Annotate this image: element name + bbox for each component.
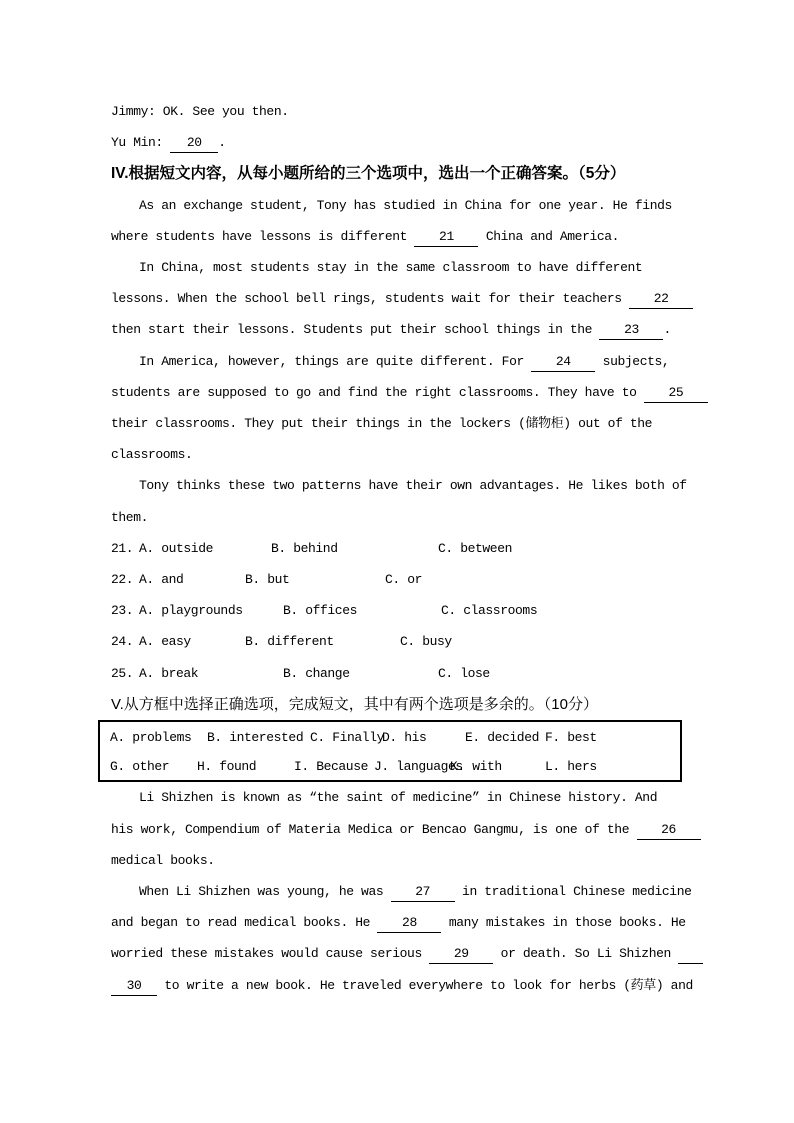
blank-28: 28 (377, 913, 441, 933)
text-run: . (218, 135, 226, 151)
section-v-passage (111, 782, 731, 1000)
blank-23: 23 (599, 320, 663, 340)
question-number: 25. (111, 665, 134, 681)
section-iv-heading: IV.根据短文内容，从每小题所给的三个选项中，选出一个正确答案。（5分） (111, 165, 626, 183)
option-cell: B. behind (271, 540, 338, 556)
text-run: Jimmy: OK. See you then. (111, 104, 289, 119)
word-bank-item: E. decided (465, 730, 540, 746)
word-bank-item: D. his (382, 730, 427, 746)
word-bank-item: B. interested (207, 730, 304, 746)
passage-line (111, 502, 731, 533)
passage-line (111, 938, 731, 969)
question-row-25 (111, 658, 731, 689)
word-bank-item: I. Because (294, 759, 369, 775)
word-bank-item: L. hers (545, 759, 597, 775)
passage-line (111, 346, 731, 377)
word-bank-item: C. Finally (310, 730, 385, 746)
passage-line (111, 408, 731, 439)
text-run: and began to read medical books. He (111, 915, 378, 931)
text-run: where students have lessons is different (111, 228, 415, 244)
blank-30: 30 (111, 976, 157, 996)
text-run: In China, most students stay in the same classroom to have different (139, 260, 643, 276)
passage-line (111, 439, 731, 470)
text-run: . (663, 322, 671, 338)
passage-line (111, 190, 731, 221)
question-number: 24. (111, 634, 134, 650)
question-number: 21. (111, 540, 134, 556)
question-row-22 (111, 564, 731, 595)
text-run: classrooms. (111, 447, 193, 463)
question-row-24 (111, 626, 731, 657)
passage-line (111, 314, 731, 345)
blank-22: 22 (629, 289, 693, 309)
text-run: Li Shizhen is known as “the saint of medicine” in Chinese history. And (139, 790, 658, 806)
blank-29: 29 (429, 944, 493, 964)
passage-line (111, 221, 731, 252)
text-run: medical books. (111, 852, 215, 868)
text-run: Yu Min: (111, 135, 171, 151)
text-run: his work, Compendium of Materia Medica or Bencao Gangmu, is one of the (111, 821, 637, 837)
passage-line (111, 845, 731, 876)
option-cell: A. break (139, 665, 199, 681)
passage-line (111, 283, 731, 314)
option-cell: C. classrooms (441, 603, 538, 619)
text-run: them. (111, 509, 149, 525)
blank-empty (678, 944, 703, 964)
word-bank-item: J. languages (374, 759, 463, 775)
passage-line (111, 377, 731, 408)
page-content (111, 96, 731, 1001)
word-bank-item: F. best (545, 730, 597, 746)
blank-26: 26 (637, 820, 701, 840)
text-run: In America, however, things are quite different. For (139, 353, 532, 369)
text-run: worried these mistakes would cause serious (111, 946, 430, 962)
text-run: lessons. When the school bell rings, students wait for their teachers (111, 291, 630, 307)
option-cell: C. between (438, 540, 513, 556)
word-bank-item: K. with (450, 759, 502, 775)
passage-line (111, 907, 731, 938)
text-run: in traditional Chinese medicine (454, 884, 692, 900)
passage-line (111, 814, 731, 845)
text-run: their classrooms. They put their things in the lockers (储物柜) out of the (111, 416, 653, 432)
word-bank-row (110, 752, 680, 781)
section-v-heading: V.从方框中选择正确选项，完成短文，其中有两个选项是多余的。（10分） (111, 695, 598, 713)
option-cell: B. but (245, 572, 290, 588)
blank-20: 20 (170, 133, 218, 153)
text-run: or death. So Li Shizhen (493, 946, 679, 962)
word-bank-item: A. problems (110, 730, 192, 746)
text-run: to write a new book. He traveled everywhere to look for herbs (药草) and (157, 977, 693, 993)
dialogue-block (111, 96, 731, 158)
word-bank-item: G. other (110, 759, 170, 775)
passage-line (111, 96, 731, 127)
passage-line (111, 470, 731, 501)
blank-27: 27 (391, 882, 455, 902)
question-number: 23. (111, 603, 134, 619)
option-cell: C. busy (400, 634, 452, 650)
word-bank-item: H. found (197, 759, 257, 775)
option-cell: A. outside (139, 540, 214, 556)
option-cell: B. offices (283, 603, 358, 619)
question-row-23 (111, 595, 731, 626)
passage-line (111, 876, 731, 907)
question-number: 22. (111, 572, 134, 588)
text-run: students are supposed to go and find the right classrooms. They have to (111, 384, 644, 400)
option-cell: A. easy (139, 634, 191, 650)
passage-line (111, 252, 731, 283)
text-run: subjects, (595, 353, 670, 369)
option-cell: C. or (385, 572, 423, 588)
passage-line (111, 782, 731, 813)
option-cell: A. and (139, 572, 184, 588)
blank-25: 25 (644, 383, 708, 403)
blank-21: 21 (414, 227, 478, 247)
option-cell: B. change (283, 665, 350, 681)
section-iv-questions (111, 533, 731, 689)
blank-24: 24 (531, 352, 595, 372)
text-run: China and America. (478, 228, 620, 244)
passage-line (111, 970, 731, 1001)
word-bank-box (98, 720, 682, 782)
text-run: many mistakes in those books. He (441, 915, 686, 931)
option-cell: C. lose (438, 665, 490, 681)
text-run: As an exchange student, Tony has studied in China for one year. He finds (139, 197, 672, 213)
passage-line (111, 127, 731, 158)
option-cell: A. playgrounds (139, 603, 243, 619)
text-run: When Li Shizhen was young, he was (139, 884, 391, 900)
option-cell: B. different (245, 634, 334, 650)
text-run: then start their lessons. Students put their school things in the (111, 322, 600, 338)
section-iv-passage (111, 190, 731, 533)
text-run: Tony thinks these two patterns have their own advantages. He likes both of (139, 478, 687, 494)
question-row-21 (111, 533, 731, 564)
word-bank-row (110, 723, 680, 752)
